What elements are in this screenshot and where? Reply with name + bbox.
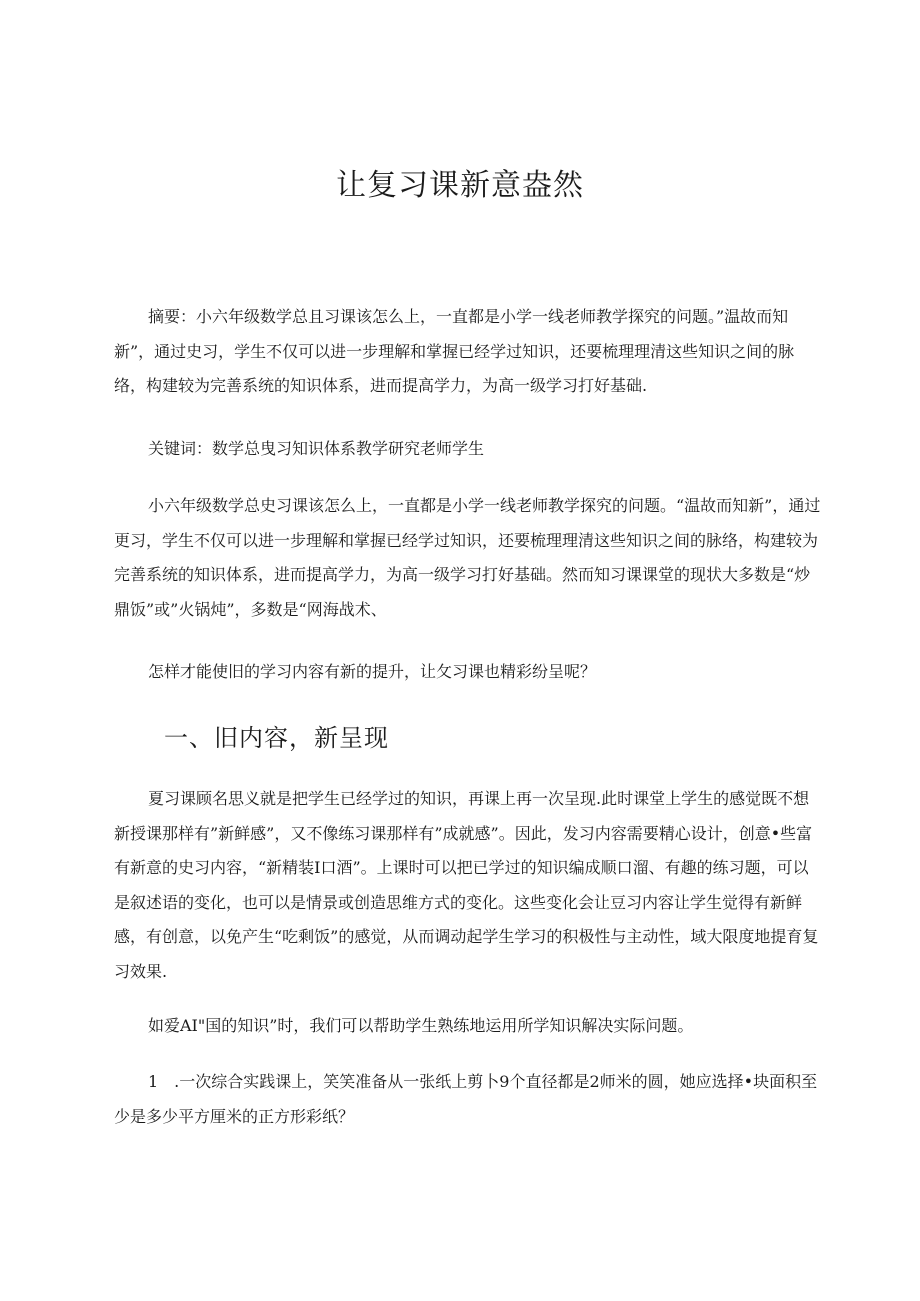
section-paragraph: 夏习课顾名思义就是把学生已经学过的知识，再课上再一次呈现.此时课堂上学生的感觉既不想新授课那样有”新鲜感”，又不像练习课那样有”成就感”。因此，发习内容需要精心设计，创意•些富有新意的史习内容，“新精装I口酒”。上课时可以把已学过的知识编成顺口溜、有趣的练习题，可以是叙述语的变化，也可以是情景或创造思维方式的变化。这些变化会让豆习内容让学生觉得有新鲜感，有创意，以免产生“吃剩饭”的感觉，从而调动起学生学习的积极性与主动性，域大限度地提育复习效果.	[114, 789, 819, 981]
intro-paragraph: 小六年级数学总史习课该怎么上，一直都是小学一线老师教学探究的问题。“温故而知新”，通过更习，学生不仅可以进一步理解和掌握已经学过知识，还要梳理理清这些知识之间的脉络，构建较为完善系统的知识体系，进而提高学力，为高一级学习打好基础。然而知习课课堂的现状大多数是“炒鼎饭”或”火锅炖”，多数是“网海战术、	[114, 496, 821, 619]
keywords-line: 关键词：数学总曳习知识体系教学研究老师学生	[148, 439, 485, 458]
question-paragraph: 怎样才能使旧的学习内容有新的提升，让攵习课也精彩纷呈呢？	[148, 662, 597, 681]
example-intro-paragraph: 如爱AI"国的知识”时，我们可以帮助学生熟练地运用所学知识解决实际问题。	[148, 1016, 694, 1035]
document-title: 让复习课新意盎然	[336, 168, 584, 203]
section-heading: 一、旧内容，新呈现	[164, 724, 389, 752]
problem-1-paragraph: 1 .一次综合实践课上，笑笑准备从一张纸上剪卜9个直径都是2师米的圆，她应选择•块面积至少是多少平方厘米的正方形彩纸？	[114, 1072, 818, 1126]
abstract-paragraph: 摘要：小六年级数学总且习课该怎么上，一直都是小学一线老师教学探究的问题。”温故而知新”，通过史习，学生不仅可以进一步理解和掌握已经学过知识，还要梳理理清这些知识之间的脉络，构建较为完善系统的知识体系，进而提高学力，为高一级学习打好基础.	[114, 307, 795, 395]
